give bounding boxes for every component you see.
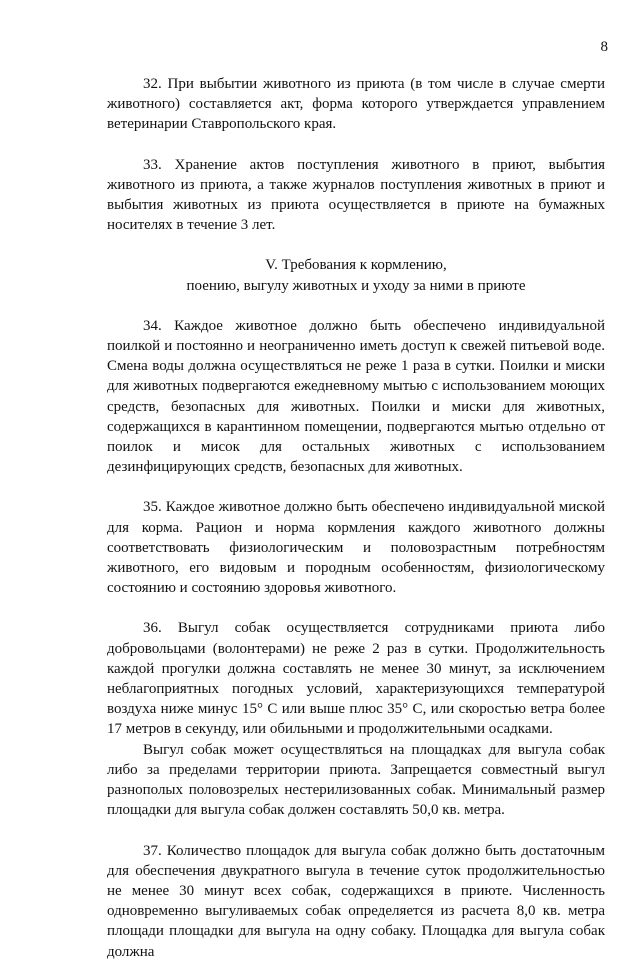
paragraph-36-continued: Выгул собак может осуществляться на площадках для выгула собак либо за пределами территории приюта. Запрещается совместный выгул разнополых половозрелых нестерилизованных собак. Минимальный размер площадки для выгула собак должен составлять 50,0 кв. метра. — [107, 741, 605, 819]
paragraph-35: 35. Каждое животное должно быть обеспечено индивидуальной миской для корма. Рацион и норма кормления каждого животного должны соответствовать физиологическим и половозрастным потребностям животного, его видовым и породным особенностям, физиологическому состоянию и состоянию здоровья животного. — [107, 499, 605, 597]
section-heading-line-2: поению, выгулу животных и уходу за ними в приюте — [186, 277, 526, 294]
section-heading — [107, 255, 605, 295]
paragraph-36: 36. Выгул собак осуществляется сотрудниками приюта либо добровольцами (волонтерами) не реже 2 раз в сутки. Продолжительность каждой прогулки должна составлять не менее 30 минут, за исключением неблагоприятных погодных условий, характеризующихся температурой воздуха ниже минус 15° С или выше плюс 35° С, или скоростью ветра более 17 метров в секунду, или обильными и продолжительными осадками. — [107, 620, 605, 738]
section-heading-line-1: V. Требования к кормлению, — [265, 257, 447, 274]
paragraph-33: 33. Хранение актов поступления животного в приют, выбытия животного из приюта, а также журналов поступления животных в приют и выбытия животных из приюта осуществляется в приюте на бумажных носителях в течение 3 лет. — [107, 156, 605, 234]
paragraph-34: 34. Каждое животное должно быть обеспечено индивидуальной поилкой и постоянно и неограниченно иметь доступ к свежей питьевой воде. Смена воды должна осуществляться не реже 1 раза в сутки. Поилки и миски для животных подвергаются ежедневному мытью с использованием моющих средств, безопасных для животных. Поилки и миски для животных, содержащихся в карантинном помещении, подвергаются мытью отдельно от поилок и мисок для остальных животных с использованием дезинфицирующих средств, безопасных для животных. — [107, 317, 605, 476]
paragraph-32: 32. При выбытии животного из приюта (в том числе в случае смерти животного) составляется акт, форма которого утверждается управлением ветеринарии Ставропольского края. — [107, 76, 605, 133]
page-number: 8 — [600, 39, 608, 55]
document-body — [107, 74, 605, 962]
paragraph-37: 37. Количество площадок для выгула собак должно быть достаточным для обеспечения двукратного выгула в течение суток продолжительностью не менее 30 минут всех собак, содержащихся в приюте. Численность одновременно выгуливаемых собак определяется из расчета 8,0 кв. метра площади площадки для выгула на одну собаку. Площадка для выгула собак должна — [107, 842, 605, 960]
